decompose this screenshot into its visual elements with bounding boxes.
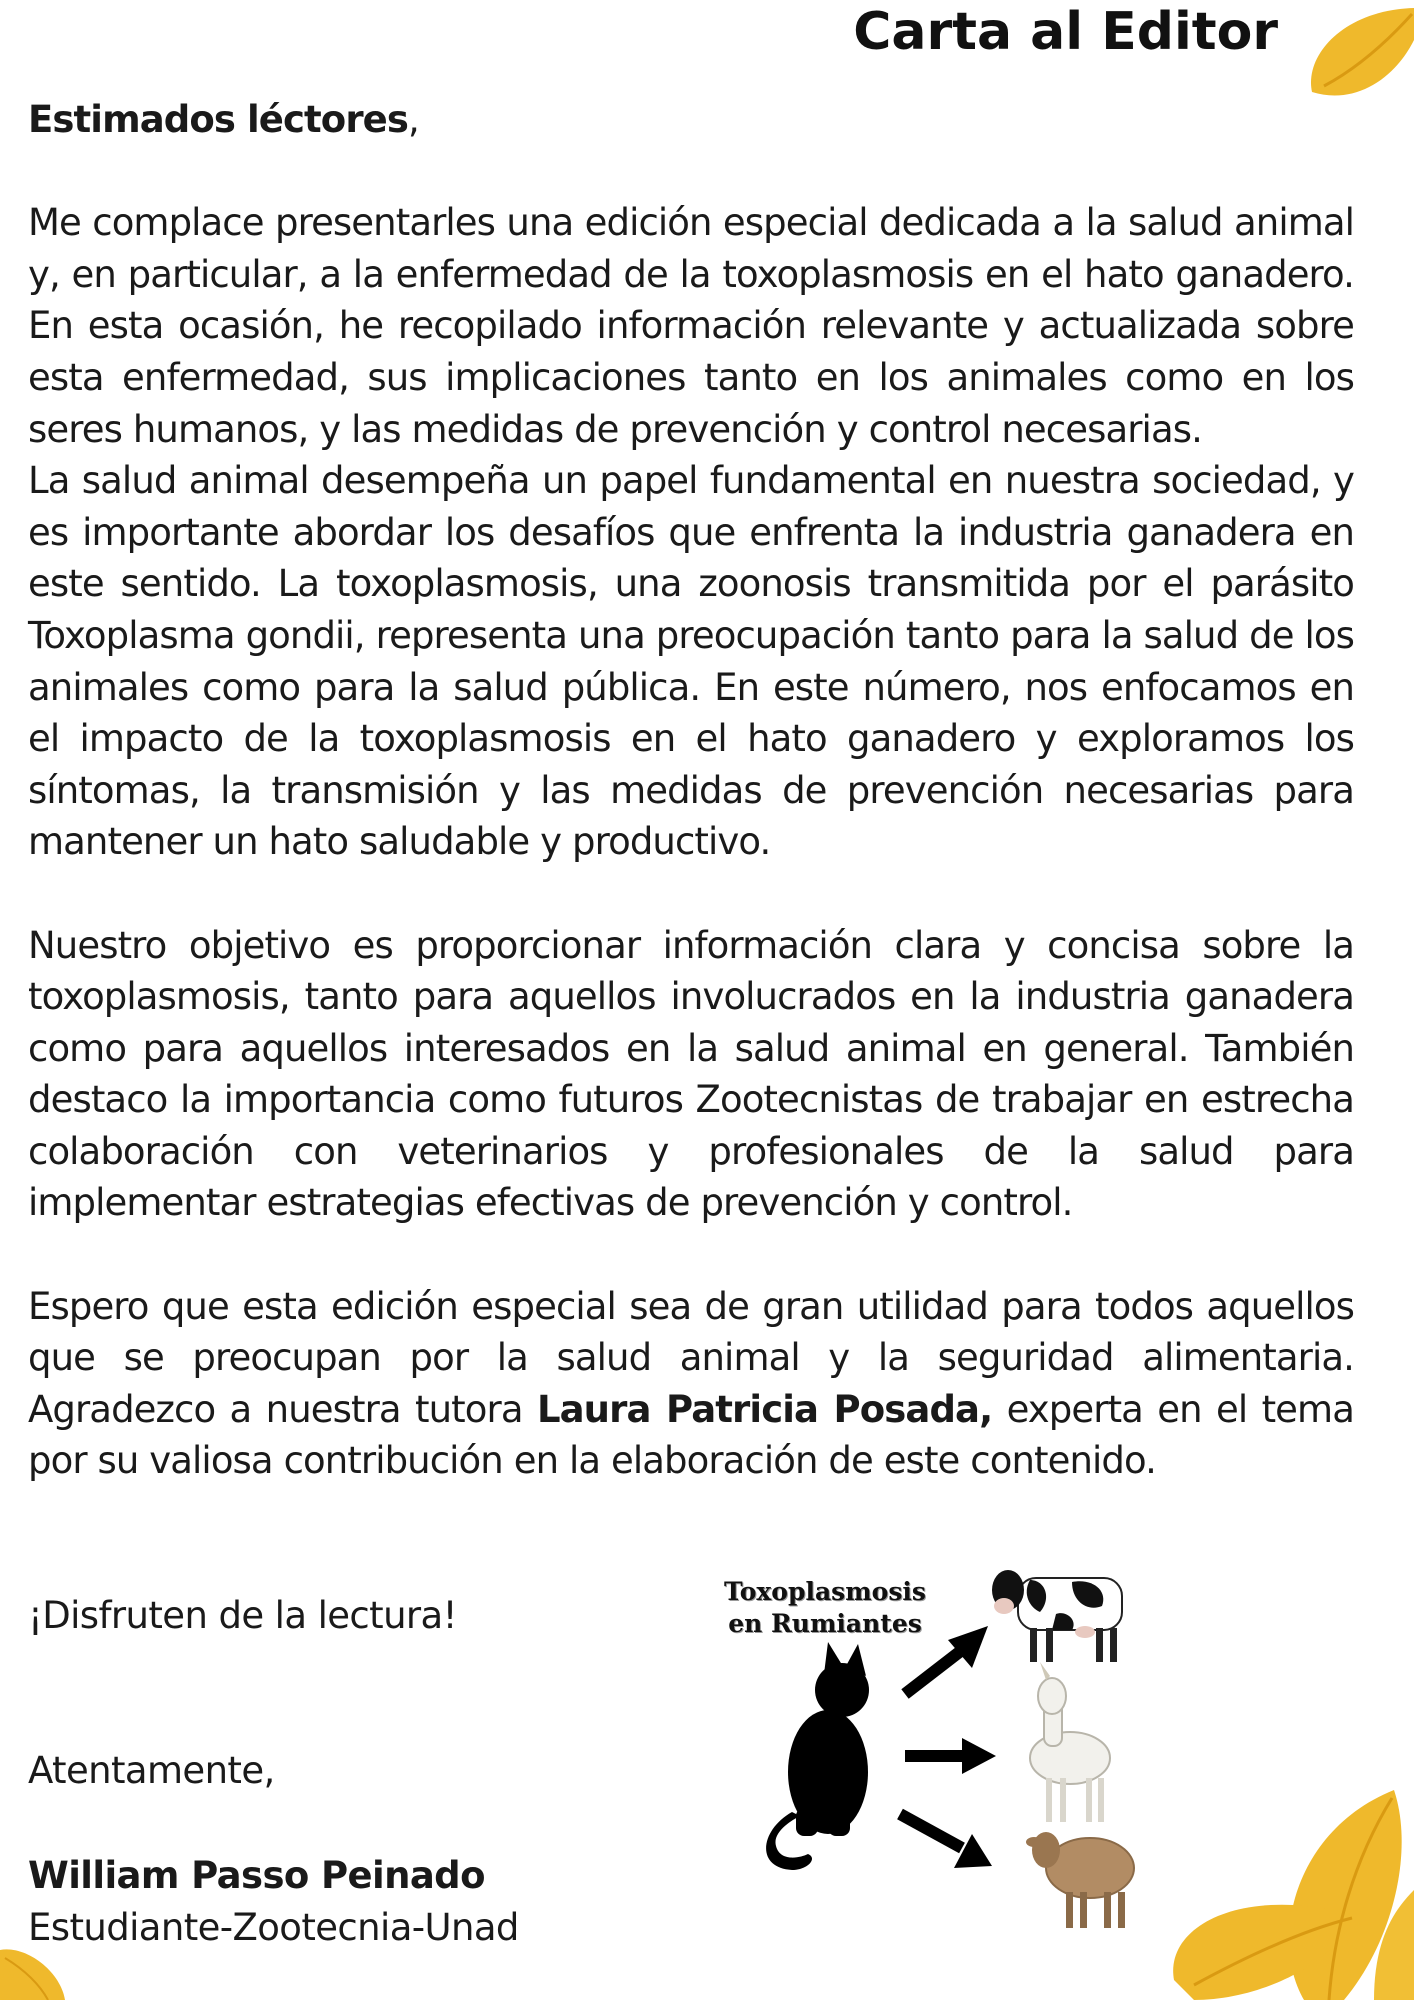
- arrow-to-goat-icon: [905, 1738, 996, 1774]
- letter-body: [28, 94, 1354, 1487]
- sheep-icon: [1026, 1832, 1134, 1928]
- cat-icon: [766, 1642, 869, 1870]
- tutor-name: Laura Patricia Posada,: [536, 1387, 993, 1431]
- paragraph-1: Me complace presentarles una edición especial dedicada a la salud animal y, en particular, a la enfermedad de la toxoplasmosis en el hato ganadero. En esta ocasión, he recopilado información relevante y actualizada sobre esta enfermedad, sus implicaciones tanto en los animales como en los seres humanos, y las medidas de prevención y control necesarias.: [28, 201, 1354, 451]
- leaf-decoration-bottom-right: [1154, 1680, 1414, 2000]
- cow-icon: [992, 1570, 1122, 1662]
- goat-icon: [1030, 1662, 1110, 1822]
- arrow-to-cow-icon: [905, 1626, 988, 1694]
- paragraph-4-before: Espero que esta edición especial sea de gran utilidad para todos aquellos que se preocupan por la salud animal y la seguridad alimentaria. Agradezco a nuestra tutora: [28, 1284, 1354, 1431]
- paragraph-4: [28, 1281, 1354, 1487]
- greeting-salutation: Estimados léctores: [28, 98, 408, 141]
- paragraph-4-after: experta en el tema por su valiosa contribución en la elaboración de este contenido.: [28, 1387, 1354, 1483]
- greeting-punct: ,: [407, 98, 419, 141]
- closing-regards: Atentamente,: [28, 1749, 275, 1792]
- author-name: William Passo Peinado: [28, 1854, 485, 1897]
- page-title: Carta al Editor: [853, 2, 1278, 62]
- paragraph-2: La salud animal desempeña un papel fundamental en nuestra sociedad, y es importante abordar los desafíos que enfrenta la industria ganadera en este sentido. La toxoplasmosis, una zoonosis transmitida por el parásito Toxoplasma gondii, representa una preocupación tanto para la salud de los animales como para la salud pública. En este número, nos enfocamos en el impacto de la toxoplasmosis en el hato ganadero y exploramos los síntomas, la transmisión y las medidas de prevención necesarias para mantener un hato saludable y productivo.: [28, 459, 1354, 864]
- figure-drawing: [700, 1550, 1180, 1950]
- greeting: [28, 94, 1354, 146]
- figure-title-line-1: Toxoplasmosis: [723, 1577, 926, 1606]
- figure-title-line-2: en Rumiantes: [728, 1609, 922, 1638]
- author-role: Estudiante-Zootecnia-Unad: [28, 1906, 519, 1949]
- arrow-to-sheep-icon: [900, 1814, 992, 1868]
- paragraph-3: Nuestro objetivo es proporcionar información clara y concisa sobre la toxoplasmosis, tanto para aquellos involucrados en la industria ganadera como para aquellos interesados en la salud animal en general. También destaco la importancia como futuros Zootecnistas de trabajar en estrecha colaboración con veterinarios y profesionales de la salud para implementar estrategias efectivas de prevención y control.: [28, 923, 1354, 1225]
- closing-enjoy: ¡Disfruten de la lectura!: [28, 1594, 457, 1637]
- toxoplasmosis-figure: [700, 1550, 1180, 1950]
